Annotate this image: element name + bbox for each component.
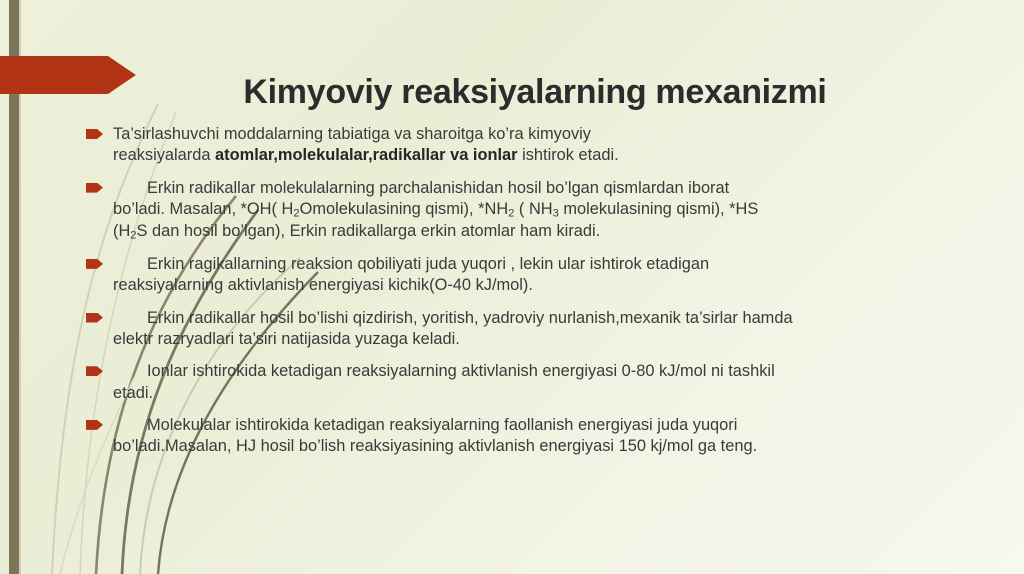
bullet-arrow-icon <box>86 420 103 430</box>
text-run: Molekulalar ishtirokida ketadigan reaksiyalarning faollanish energiyasi juda yuqori <box>147 415 738 434</box>
text-run: S dan hosil bo’lgan), Erkin radikallarga erkin atomlar ham kiradi. <box>136 221 601 240</box>
list-item-line <box>113 275 1006 296</box>
list-item-line <box>113 221 1006 243</box>
list-item <box>86 178 1006 243</box>
text-run: ( NH <box>514 199 553 218</box>
list-item-line <box>113 254 1006 275</box>
text-run: bo’ladi.Masalan, HJ hosil bo’lish reaksiyasining aktivlanish energiyasi 150 kj/mol ga teng. <box>113 437 758 456</box>
text-run: Erkin radikallar molekulalarning parchalanishidan hosil bo’lgan qismlardan iborat <box>147 178 730 197</box>
text-run: Ta’sirlashuvchi moddalarning tabiatiga va sharoitga ko’ra kimyoviy <box>113 125 591 143</box>
text-run: (H <box>113 221 131 240</box>
text-run: bo’ladi. Masalan, *OH( H <box>113 199 294 218</box>
list-item-line <box>113 145 1006 166</box>
list-item-line <box>113 308 1006 329</box>
list-item <box>86 308 1006 351</box>
list-item-line <box>113 329 1006 350</box>
text-run: Ionlar ishtirokida ketadigan reaksiyalarning aktivlanish energiyasi 0-80 kJ/mol ni tashkil <box>147 362 775 381</box>
bullet-arrow-icon <box>86 313 103 323</box>
emphasis-text: atomlar,molekulalar,radikallar va ionlar <box>215 146 518 165</box>
text-run: reaksiyalarda <box>113 146 216 165</box>
list-item <box>86 415 1006 458</box>
title-arrow-banner-icon <box>0 56 136 94</box>
list-item-line <box>113 124 1006 145</box>
list-item <box>86 361 1006 404</box>
chemical-subscript: 2 <box>293 207 300 220</box>
chemical-subscript: 3 <box>552 207 559 220</box>
text-run: molekulasining qismi), *HS <box>558 199 759 218</box>
page-title: Kimyoviy reaksiyalarning mexanizmi <box>243 72 827 111</box>
list-item-line <box>113 361 1006 382</box>
bullet-arrow-icon <box>86 129 103 139</box>
bullet-list <box>86 124 1006 469</box>
bullet-arrow-icon <box>86 183 103 193</box>
list-item-line <box>113 415 1006 436</box>
list-item-line <box>113 383 1006 404</box>
text-run: etadi. <box>113 383 154 402</box>
text-run: Omolekulasining qismi), *NH <box>299 199 509 218</box>
list-item-line <box>113 199 1006 221</box>
chemical-subscript: 2 <box>508 207 515 220</box>
list-item-line <box>113 436 1006 457</box>
bullet-arrow-icon <box>86 259 103 269</box>
bullet-arrow-icon <box>86 366 103 376</box>
chemical-subscript: 2 <box>130 229 137 242</box>
list-item-line <box>113 178 1006 199</box>
text-run: elektr razryadlari ta’siri natijasida yuzaga keladi. <box>113 329 460 348</box>
text-run: Erkin ragikallarning reaksion qobiliyati juda yuqori , lekin ular ishtirok etadigan <box>147 254 710 273</box>
list-item <box>86 254 1006 297</box>
text-run: Erkin radikallar hosil bo’lishi qizdirish, yoritish, yadroviy nurlanish,mexanik ta’sirlar hamda <box>147 308 793 327</box>
text-run: reaksiyalarning aktivlanish energiyasi kichik(O-40 kJ/mol). <box>113 276 533 295</box>
text-run: ishtirok etadi. <box>517 146 619 165</box>
list-item <box>86 124 1006 167</box>
